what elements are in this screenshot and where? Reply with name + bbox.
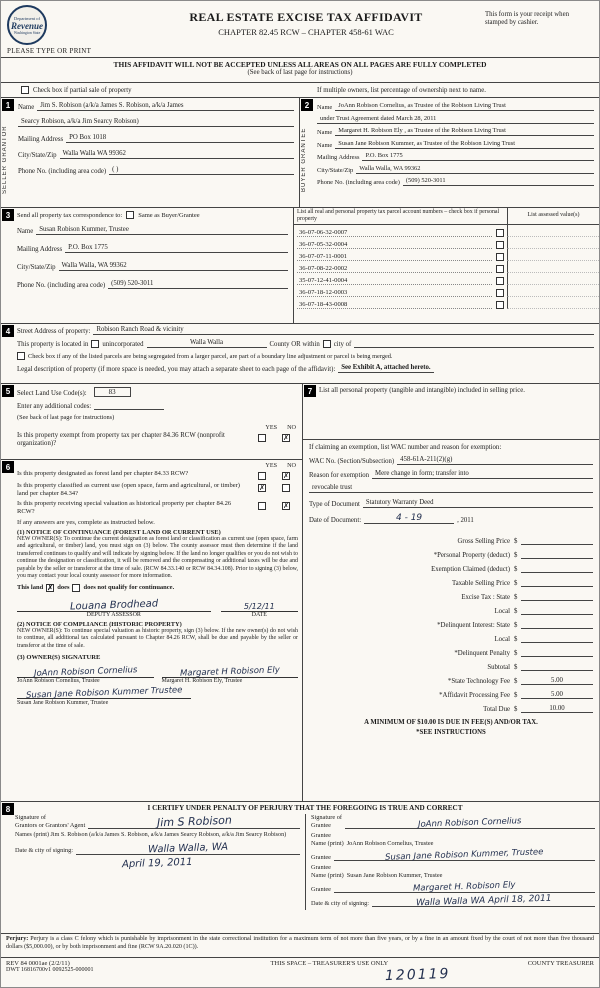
grantee-date-value: Walla Walla WA April 18, 2011 — [415, 893, 552, 909]
parcel-row — [294, 225, 599, 237]
money-value[interactable] — [521, 628, 593, 629]
grantee-signature-1: JoAnn Robison Cornelius — [418, 816, 522, 830]
money-label: Subtotal — [487, 664, 510, 671]
wac-number-value[interactable]: 458-61A-211(2)(g) — [397, 456, 593, 465]
grantor-signature: Jim S Robison — [156, 813, 232, 830]
historic-no-checkbox[interactable]: ✗ — [283, 502, 289, 511]
wac-number-label: WAC No. (Section/Subsection) — [309, 458, 395, 465]
logo-area — [7, 5, 127, 57]
middle-left-column — [1, 384, 303, 801]
exemption-reason-value-1[interactable]: Mere change in form; transfer into — [372, 470, 593, 479]
personal-property-checkbox[interactable] — [496, 241, 504, 249]
minimum-due-note: A MINIMUM OF $10.00 IS DUE IN FEE(S) AND/OR TAX. — [364, 719, 538, 726]
perjury-notice — [1, 934, 599, 958]
parcel-row — [294, 297, 599, 309]
parcel-row — [294, 285, 599, 297]
money-value[interactable] — [521, 642, 593, 643]
money-label: Gross Selling Price — [457, 538, 510, 545]
money-value[interactable]: 5.00 — [521, 677, 593, 685]
seller-name-label: Name — [18, 104, 35, 111]
correspondence-citystate-value[interactable]: Walla Walla, WA 99362 — [59, 262, 288, 271]
forest-yes-checkbox[interactable] — [258, 472, 266, 480]
middle-columns — [1, 384, 599, 802]
buyer-name1-line1[interactable]: JoAnn Robison Cornelius, as Trustee of the Robison Living Trust — [335, 102, 594, 111]
money-label: Total Due — [483, 706, 510, 713]
owner-signature-3: Susan Jane Robison Kummer Trustee — [25, 685, 183, 702]
forest-no-checkbox[interactable]: ✗ — [283, 472, 289, 480]
perjury-text: Perjury is a class C felony which is punishable by imprisonment in the state correctional institution for a maximum term of not more than five years, or by a fine in an amount fixed by the court of not more than five thousand dollars ($5,000.00), or by both imprisonment and fine (RCW 9A.20.020 (1C)). — [6, 936, 595, 950]
grantor-city-value: Walla Walla, WA — [147, 841, 229, 856]
no-header: NO — [287, 424, 296, 431]
notice-compliance-title: (2) NOTICE OF COMPLIANCE (HISTORIC PROPERTY) — [17, 620, 182, 628]
city-checkbox[interactable] — [323, 340, 331, 348]
county-treasurer-label: COUNTY TREASURER — [527, 960, 594, 967]
historic-question: Is this property receiving special valuation as historical property per chapter 84.26 RCW? — [17, 500, 232, 516]
legal-description-value[interactable]: See Exhibit A, attached hereto. — [338, 364, 433, 373]
money-label: *State Technology Fee — [447, 678, 510, 685]
owner-print-1: JoAnn Robison Cornelius, Trustee — [17, 678, 100, 685]
personal-property-checkbox[interactable] — [496, 277, 504, 285]
assessed-value-cell[interactable] — [507, 249, 599, 261]
bottom-row — [1, 967, 599, 984]
money-value[interactable] — [521, 558, 593, 559]
deputy-assessor-signature: Louana Brodhead — [69, 598, 159, 613]
receipt-note: This form is your receipt when stamped by cashier. — [485, 11, 569, 27]
owner-print-2: Margaret H. Robison Ely, Trustee — [161, 678, 243, 685]
exemption-block — [303, 440, 599, 529]
grantee-signing-column — [305, 814, 595, 910]
seller-name-value-line1[interactable]: Jim S. Robison (a/k/a James S. Robison, a/k/a James — [37, 102, 294, 111]
seller-citystate-value[interactable]: Walla Walla WA 99362 — [60, 150, 294, 159]
section-4-property-location — [1, 324, 599, 384]
correspondence-name-label: Name — [17, 228, 34, 235]
assessed-value-cell[interactable] — [507, 285, 599, 297]
current-use-yes-checkbox[interactable]: ✗ — [259, 484, 265, 492]
footer-line — [1, 958, 599, 967]
assessed-value-cell[interactable] — [507, 297, 599, 309]
segregated-label: Check box if any of the listed parcels are being segregated from a larger parcel, are part of a boundary line adjustment or parcel is being merged. — [28, 353, 393, 360]
multiple-owners-note: If multiple owners, list percentage of ownership next to name. — [317, 86, 486, 94]
notice-compliance-body: NEW OWNER(S): To continue special valuation as historic property, sign (3) below. If the new owner(s) do not wish to continue, all additional tax calculated pursuant to Chapter 84.26 RCW, shall be due and payable by the seller or transferor at the time of sale. — [17, 627, 298, 649]
correspondence-mailing-label: Mailing Address — [17, 246, 63, 253]
unincorporated-checkbox[interactable] — [91, 340, 99, 348]
grantor-date-label: Date & city of signing: — [15, 847, 74, 855]
buyer-name2-value[interactable]: Margaret H. Robison Ely , as Trustee of the Robison Living Trust — [335, 127, 594, 136]
personal-property-label: List all personal property (tangible and intangible) included in selling price. — [319, 387, 525, 394]
document-number: DWT 16816700v1 0092525-000001 — [6, 967, 94, 973]
rev-number: REV 84 0001ae (2/2/11) — [6, 960, 70, 967]
grantee-sig-label-1: Signature of — [311, 814, 342, 821]
seller-mailing-value[interactable]: PO Box 1018 — [66, 134, 294, 143]
money-label: *Affidavit Processing Fee — [439, 692, 510, 699]
money-label: Excise Tax : State — [461, 594, 510, 601]
section-1-badge: 1 — [2, 99, 14, 111]
acceptance-notice — [1, 57, 599, 83]
exempt-no-checkbox[interactable]: ✗ — [283, 434, 289, 442]
assessed-value-cell[interactable] — [507, 273, 599, 285]
money-value[interactable]: 5.00 — [521, 691, 593, 699]
personal-property-checkbox[interactable] — [496, 301, 504, 309]
current-use-question: Is this property classified as current use (open space, farm and agricultural, or timber) land per chapter 84.34? — [17, 482, 240, 498]
section-4-badge: 4 — [2, 325, 14, 337]
personal-property-checkbox[interactable] — [496, 253, 504, 261]
correspondence-mailing-value[interactable]: P.O. Box 1775 — [65, 244, 288, 253]
correspondence-left — [1, 208, 293, 323]
section-7-badge: 7 — [304, 385, 316, 397]
parties-row — [1, 98, 599, 208]
money-label: Exemption Claimed (deduct) — [431, 566, 510, 573]
logo-state-text: Washington State — [13, 30, 41, 35]
grantee-sig-label-2: Grantee — [311, 821, 331, 829]
money-value[interactable] — [521, 544, 593, 545]
grantor-signing-column — [15, 814, 305, 910]
parcel-row — [294, 237, 599, 249]
exemption-intro: If claiming an exemption, list WAC number and reason for exemption: — [309, 444, 502, 451]
assessor-date-value: 5/12/11 — [243, 601, 275, 611]
buyer-name3-label: Name — [317, 141, 333, 149]
section-3-tax-correspondence — [1, 208, 599, 324]
section-2-buyer-grantee — [300, 98, 599, 207]
date-label: DATE — [251, 611, 267, 618]
money-value[interactable] — [521, 670, 593, 671]
does-not-qualify-checkbox[interactable] — [72, 584, 80, 592]
grantee-label: Grantee — [311, 853, 331, 861]
section-5-badge: 5 — [2, 385, 14, 397]
land-use-label: Select Land Use Code(s): — [17, 390, 87, 397]
parcel-table — [293, 208, 599, 323]
correspondence-citystate-label: City/State/Zip — [17, 264, 56, 271]
notice-line1: THIS AFFIDAVIT WILL NOT BE ACCEPTED UNLESS ALL AREAS ON ALL PAGES ARE FULLY COMPLETED — [113, 60, 487, 69]
deputy-assessor-label: DEPUTY ASSESSOR — [86, 611, 141, 618]
logo-name-text: Revenue — [11, 20, 43, 31]
segregated-checkbox[interactable] — [17, 352, 25, 360]
type-or-print-note: PLEASE TYPE OR PRINT — [7, 47, 92, 55]
legal-description-label: Legal description of property (if more space is needed, you may attach a separate sheet to each page of the affidavit): — [17, 366, 336, 373]
partial-sale-label: Check box if partial sale of property — [33, 86, 132, 94]
correspondence-phone-label: Phone No. (including area code) — [17, 282, 106, 289]
parcel-table-header: List all real and personal property tax parcel account numbers – check box if personal property — [297, 209, 500, 223]
money-value[interactable] — [521, 656, 593, 657]
same-as-buyer-checkbox[interactable] — [126, 211, 134, 219]
owner-print-3: Susan Jane Robison Kummer, Trustee — [17, 700, 109, 707]
money-label: Taxable Selling Price — [451, 580, 510, 587]
parcel-number[interactable]: 36-07-18-43-0008 — [297, 301, 492, 309]
grantor-date-value: April 19, 2011 — [122, 856, 193, 870]
grantee-signature-2: Susan Jane Robison Kummer, Trustee — [385, 847, 544, 863]
seller-mailing-label: Mailing Address — [18, 136, 64, 143]
street-address-label: Street Address of property: — [17, 328, 91, 335]
form-title: REAL ESTATE EXCISE TAX AFFIDAVIT — [189, 10, 423, 24]
additional-codes-label: Enter any additional codes: — [17, 403, 92, 410]
county-or-within-label: County OR within — [269, 341, 320, 348]
grantee-signature-3: Margaret H. Robison Ely — [413, 880, 516, 895]
partial-sale-checkbox[interactable] — [21, 86, 29, 94]
land-use-code-value[interactable]: 83 — [94, 387, 131, 397]
money-value[interactable] — [521, 572, 593, 573]
money-value[interactable]: 10.00 — [521, 705, 593, 713]
grantee-print-1: JoAnn Robison Cornelius, Trustee — [346, 840, 434, 848]
buyer-grantee-side-label: BUYER GRANTEE — [301, 127, 307, 192]
correspondence-phone-value[interactable]: (509) 520-3011 — [108, 280, 288, 289]
parcel-row — [294, 261, 599, 273]
buyer-name1-label: Name — [317, 104, 333, 111]
money-label: *Delinquent Interest: State — [437, 622, 510, 629]
grantor-print-value: Jim S. Robison (a/k/a James S. Robison, a/k/a James Searcy Robison, a/k/a Jim Searcy Robison) — [50, 832, 287, 839]
does-label: does — [57, 584, 70, 592]
grantee-date-label: Date & city of signing: — [311, 899, 370, 907]
logo-dept-text: Department of — [13, 15, 41, 21]
does-not-label: does not qualify for continuance. — [83, 584, 175, 592]
buyer-phone-label: Phone No. (including area code) — [317, 179, 400, 186]
no-header: NO — [287, 462, 296, 469]
buyer-name3-value[interactable]: Susan Jane Robison Kummer, as Trustee of the Robison Living Trust — [335, 140, 594, 149]
buyer-citystate-value[interactable]: Walla Walla, WA 99362 — [356, 165, 594, 174]
parcel-number[interactable]: 36-07-06-32-0007 — [297, 229, 492, 237]
yes-header: YES — [265, 462, 278, 469]
grantee-label: Grantee — [311, 832, 331, 840]
correspondence-name-value[interactable]: Susan Robison Kummer, Trustee — [36, 226, 288, 235]
exempt-yes-checkbox[interactable] — [258, 434, 266, 442]
exempt-question: Is this property exempt from property tax per chapter 84.36 RCW (nonprofit organization)? — [17, 432, 225, 448]
money-label: *Delinquent Penalty — [454, 650, 510, 657]
seller-citystate-label: City/State/Zip — [18, 152, 57, 159]
personal-property-checkbox[interactable] — [496, 229, 504, 237]
seller-grantor-side-label: SELLER GRANTOR — [2, 125, 8, 194]
document-date-value[interactable]: 4 - 19 — [396, 513, 423, 523]
instructions-note: (See back of last page for instructions) — [17, 414, 115, 421]
certify-statement: I CERTIFY UNDER PENALTY OF PERJURY THAT THE FOREGOING IS TRUE AND CORRECT — [147, 804, 463, 812]
document-type-label: Type of Document — [309, 501, 360, 508]
section-8-badge: 8 — [2, 803, 14, 815]
parcel-number[interactable]: 36-07-05-32-0004 — [297, 241, 492, 249]
form-subtitle: CHAPTER 82.45 RCW – CHAPTER 458-61 WAC — [218, 27, 394, 37]
located-in-label: This property is located in — [17, 341, 89, 348]
money-section: Gross Selling Price $ *Personal Property (deduct) $ Exemption Claimed (deduct) $ Taxable Selling Price $ Excise Tax : State $ Local $ *Delinquent Interest: State $ Local $ *Delinquent Penalty $ Subtotal $ *State Technology Fee $ 5.00 *Affidavit Processing Fee $ 5.00 Total Due $ 10.00 A MINIMUM OF $10.00 IS DUE IN FEE(S) AND/OR TAX. *SEE INSTRUCTIONS — [303, 529, 599, 738]
owners-signature-title: (3) OWNER(S) SIGNATURE — [17, 654, 101, 662]
title-block — [127, 5, 485, 57]
document-type-value[interactable]: Statutory Warranty Deed — [363, 499, 593, 508]
street-address-value[interactable]: Robison Ranch Road & vicinity — [93, 326, 594, 335]
seller-name-value-line2[interactable]: Searcy Robison, a/k/a Jim Searcy Robison) — [18, 118, 294, 127]
grantor-print-label: Names (print) — [15, 832, 50, 839]
assessed-value-header: List assessed value(s) — [507, 208, 599, 224]
buyer-citystate-label: City/State/Zip — [317, 166, 354, 174]
if-yes-note: If any answers are yes, complete as instructed below. — [17, 518, 155, 526]
personal-property-checkbox[interactable] — [496, 265, 504, 273]
assessed-value-cell[interactable] — [507, 237, 599, 249]
dept-of-revenue-logo-icon — [7, 5, 47, 45]
notice-continuance-body: NEW OWNER(S): To continue the current designation as forest land or classification as current use (open space, farm and agricultural, or timber) land, you must sign on (3) below. The county assessor must then determine if the land transferred continues to qualify and will indicate by signing below. If the land no longer qualifies or you do not wish to continue the designation or classification, it will be removed and the compensating or additional taxes will be due and payable by the seller or transferor at the time of sale. (RCW 84.33.140 or RCW 84.34.108). Prior to signing (3) below, you may contact your local county assessor for more information. — [17, 535, 298, 580]
parcel-number[interactable]: 36-07-07-11-0001 — [297, 253, 492, 261]
money-label: Local — [494, 636, 510, 643]
treasurer-stamp-number: 120119 — [384, 965, 451, 985]
form-header — [1, 1, 599, 57]
buyer-name2-label: Name — [317, 129, 333, 136]
owner-signature-2: Margaret H Robison Ely — [179, 665, 280, 680]
notice-continuance-title: (1) NOTICE OF CONTINUANCE (FOREST LAND OR CURRENT USE) — [17, 528, 221, 536]
send-correspondence-label: Send all property tax correspondence to: — [17, 211, 123, 219]
buyer-mailing-value[interactable]: P.O. Box 1775 — [362, 152, 594, 161]
top-row — [1, 83, 599, 98]
city-of-label: city of — [333, 341, 352, 348]
forest-land-question: Is this property designated as forest land per chapter 84.33 RCW? — [17, 470, 189, 477]
same-as-buyer-label: Same as Buyer/Grantee — [138, 211, 200, 219]
document-date-suffix: , 2011 — [457, 517, 474, 524]
owner-signature-1: JoAnn Robison Cornelius — [33, 665, 138, 680]
perjury-label: Perjury: — [6, 936, 29, 942]
name-print-label: Name (print) — [311, 871, 344, 879]
section-8-certification — [1, 802, 599, 934]
grantor-sig-label-1: Signature of — [15, 814, 46, 821]
notice-line2: (See back of last page for instructions) — [247, 69, 353, 76]
document-date-label: Date of Document: — [309, 517, 362, 524]
assessed-value-cell[interactable] — [507, 261, 599, 273]
assessed-value-cell[interactable] — [507, 225, 599, 237]
additional-codes-value[interactable] — [94, 401, 164, 410]
personal-property-checkbox[interactable] — [496, 289, 504, 297]
qualify-line — [17, 584, 298, 592]
qualify-pre-label: This land — [17, 584, 44, 592]
exemption-reason-value-2[interactable]: revocable trust — [309, 484, 593, 493]
unincorporated-label: unincorporated — [102, 341, 144, 348]
section-7-personal-property — [303, 384, 599, 440]
partial-sale-row — [1, 86, 303, 94]
money-value[interactable] — [521, 614, 593, 615]
county-value[interactable]: Walla Walla — [147, 339, 267, 348]
section-6-badge: 6 — [2, 461, 14, 473]
parcel-row — [294, 273, 599, 285]
does-qualify-checkbox[interactable]: ✗ — [47, 583, 54, 592]
parcel-number[interactable]: 36-07-08-22-0002 — [297, 265, 492, 273]
see-instructions-note: *SEE INSTRUCTIONS — [416, 729, 486, 737]
middle-right-column — [303, 384, 599, 801]
seller-phone-value[interactable]: ( ) — [109, 166, 294, 175]
grantee-label: Grantee — [311, 885, 331, 893]
seller-phone-label: Phone No. (including area code) — [18, 168, 107, 175]
yes-header: YES — [265, 424, 278, 431]
section-2-badge: 2 — [301, 99, 313, 111]
historic-yes-checkbox[interactable] — [258, 502, 266, 510]
section-3-badge: 3 — [2, 209, 14, 221]
section-6-forest-land — [1, 460, 302, 801]
current-use-no-checkbox[interactable] — [282, 484, 290, 492]
section-5-land-use — [1, 384, 302, 460]
city-of-value[interactable] — [354, 339, 594, 348]
section-1-seller-grantor — [1, 98, 300, 207]
parcel-number[interactable]: 35-07-12-41-0004 — [297, 277, 492, 285]
money-value[interactable] — [521, 600, 593, 601]
parcel-number[interactable]: 36-07-18-12-0003 — [297, 289, 492, 297]
treasurer-space-label: THIS SPACE – TREASURER'S USE ONLY — [270, 960, 389, 967]
buyer-mailing-label: Mailing Address — [317, 154, 360, 161]
grantee-print-2: Susan Jane Robison Kummer, Trustee — [346, 872, 443, 880]
money-value[interactable] — [521, 586, 593, 587]
buyer-phone-value[interactable]: (509) 520-3011 — [403, 177, 594, 186]
grantor-sig-label-2: Grantors or Grantors' Agent — [15, 821, 86, 829]
parcel-row — [294, 249, 599, 261]
grantee-label: Grantee — [311, 864, 331, 872]
money-label: Local — [494, 608, 510, 615]
money-label: *Personal Property (deduct) — [433, 552, 510, 559]
name-print-label: Name (print) — [311, 839, 344, 847]
exemption-reason-label: Reason for exemption — [309, 472, 370, 479]
buyer-name1-line2[interactable]: under Trust Agreement dated March 28, 2011 — [317, 115, 594, 124]
